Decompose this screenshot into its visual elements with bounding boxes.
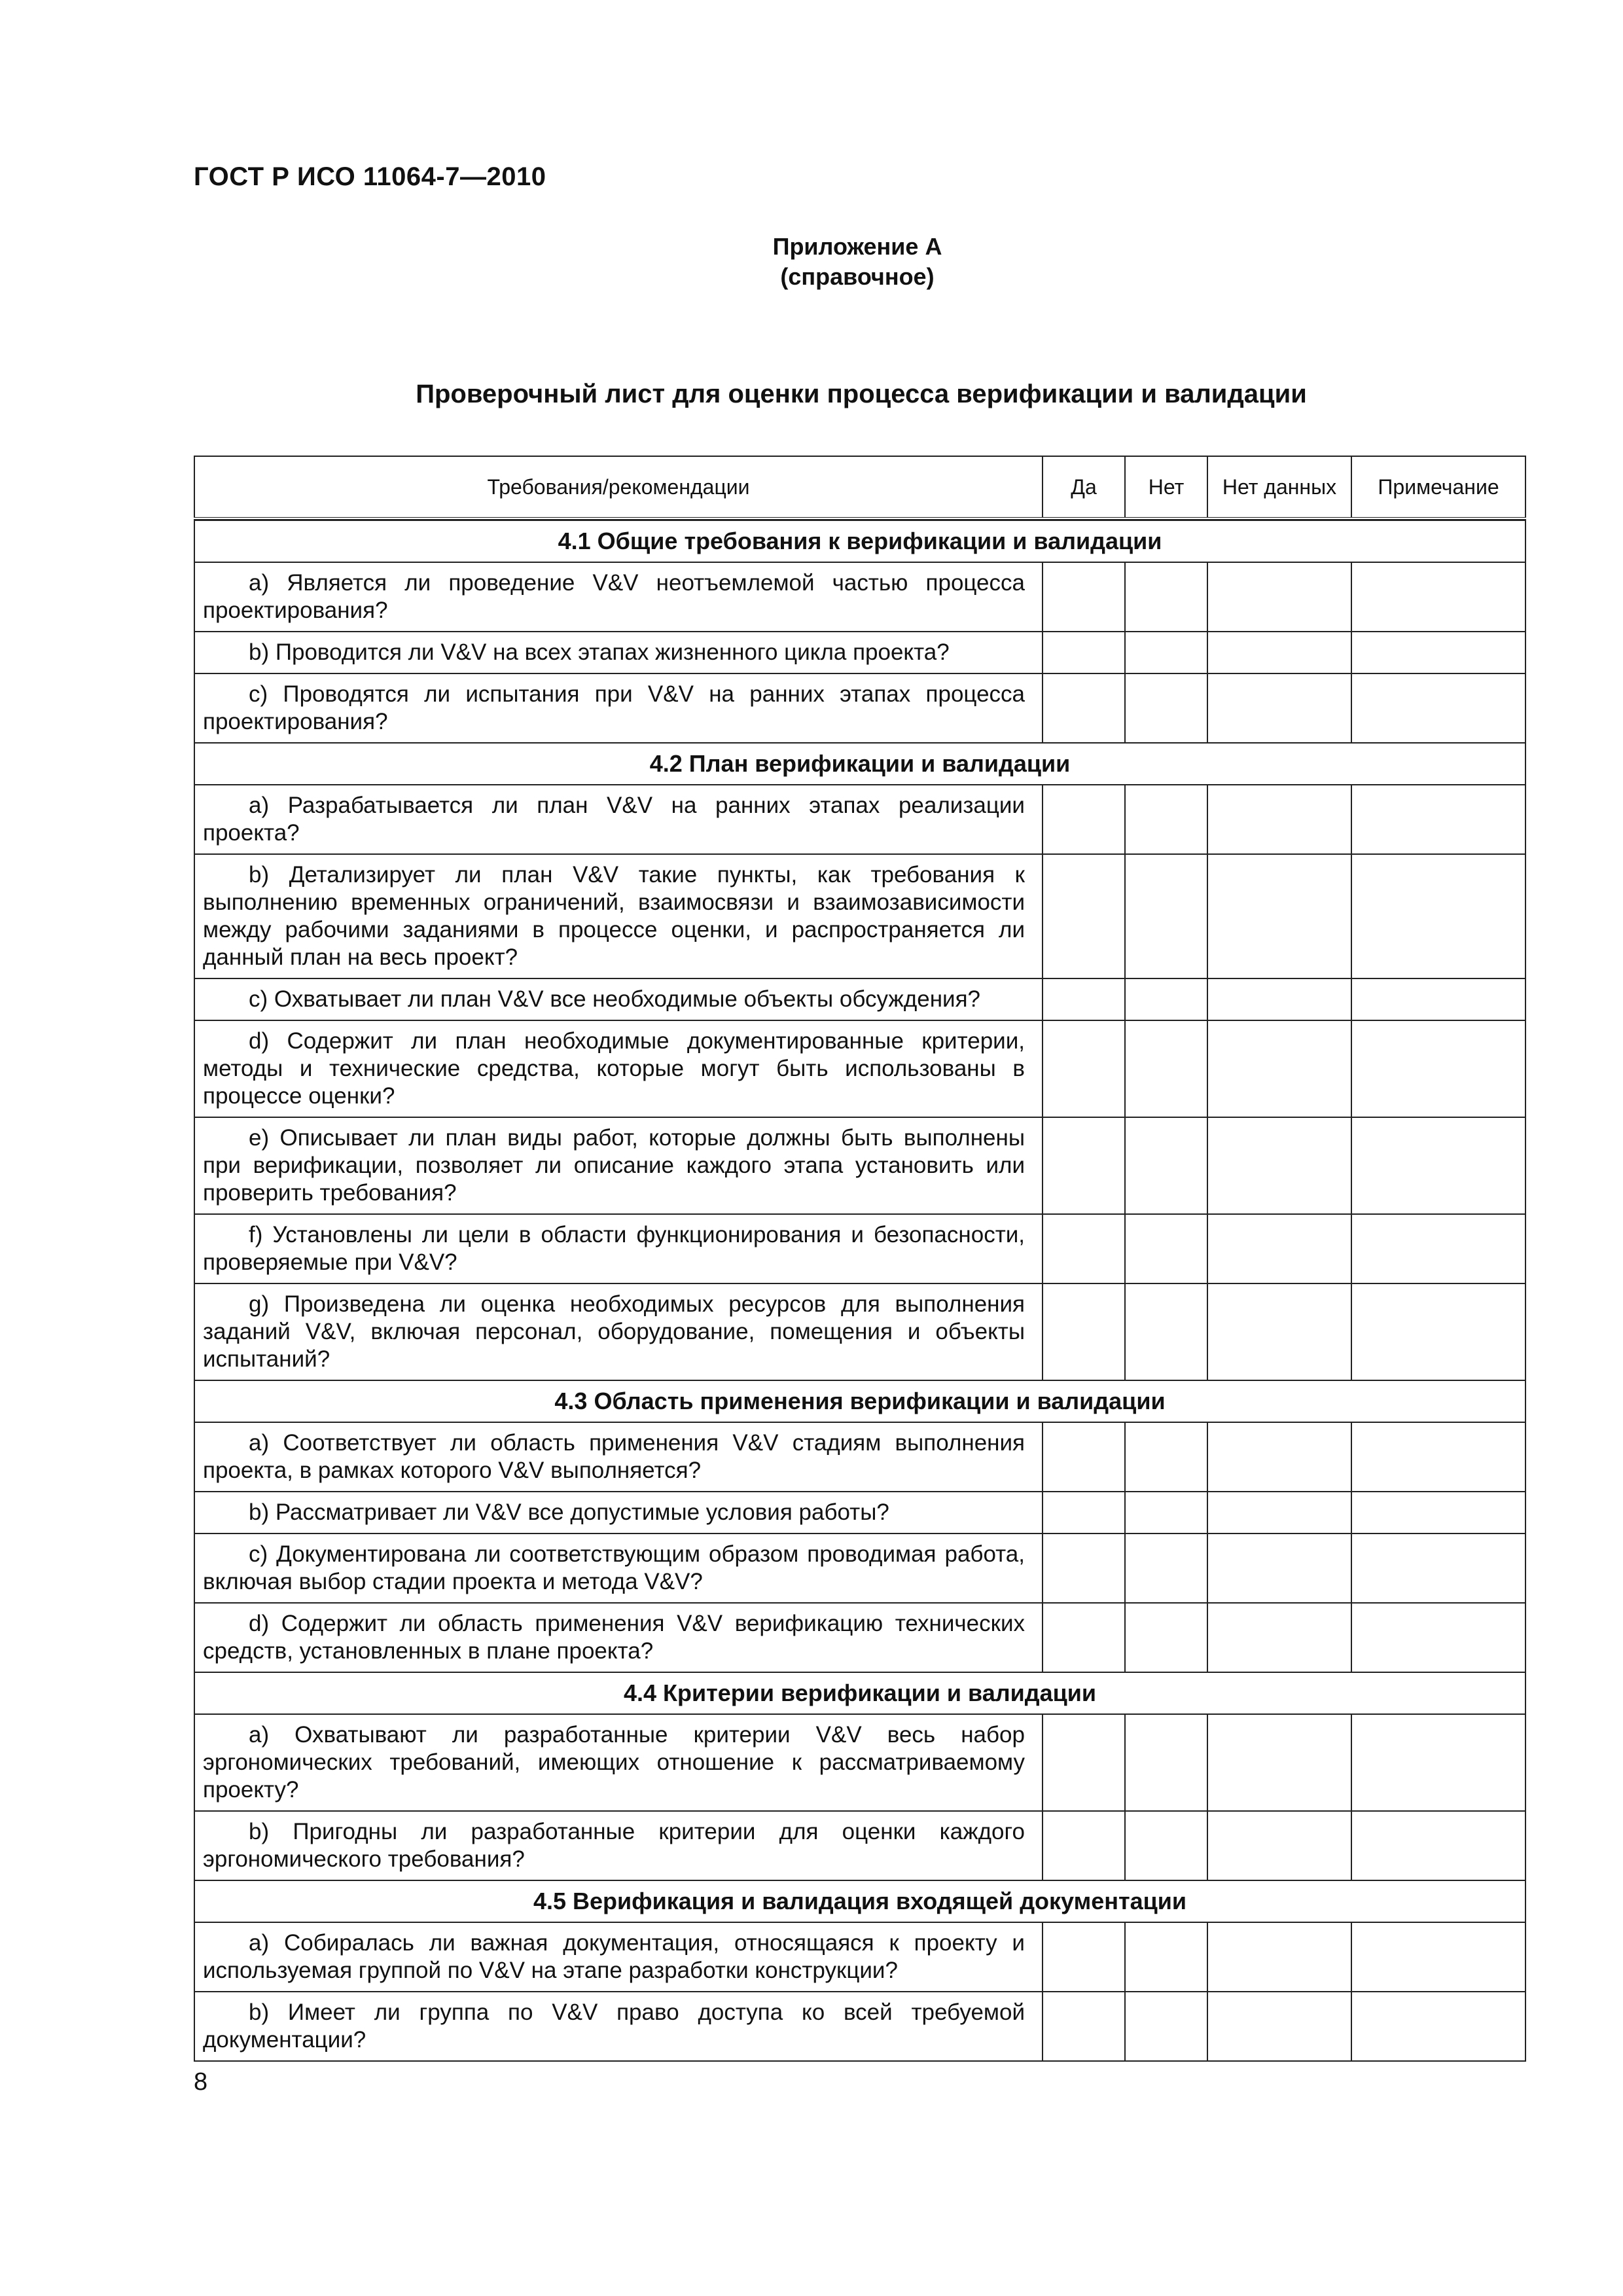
document-code: ГОСТ Р ИСО 11064-7—2010 xyxy=(194,162,546,191)
yes-cell[interactable] xyxy=(1043,1811,1125,1880)
table-row xyxy=(194,854,1525,978)
requirement-text: b) Детализирует ли план V&V такие пункты, как требования к выполнению временных ограничений, взаимосвязи и взаимозависимости между рабочими заданиями в процессе оценки, и распространяется ли данный план на весь проект? xyxy=(203,862,1025,970)
requirement-text: b) Проводится ли V&V на всех этапах жизненного цикла проекта? xyxy=(249,639,950,665)
no-cell[interactable] xyxy=(1125,1283,1207,1380)
table-row xyxy=(194,1603,1525,1672)
no-cell[interactable] xyxy=(1125,1992,1207,2061)
no-data-cell[interactable] xyxy=(1207,1811,1351,1880)
requirement-text: f) Установлены ли цели в области функционирования и безопасности, проверяемые при V&V? xyxy=(203,1222,1025,1275)
requirement-cell xyxy=(194,1117,1043,1214)
no-cell[interactable] xyxy=(1125,1603,1207,1672)
section-title: 4.1 Общие требования к верификации и валидации xyxy=(194,520,1525,562)
requirement-cell xyxy=(194,673,1043,743)
yes-cell[interactable] xyxy=(1043,1214,1125,1283)
table-row xyxy=(194,1020,1525,1117)
requirement-cell xyxy=(194,1492,1043,1534)
section-title: 4.5 Верификация и валидация входящей документации xyxy=(194,1880,1525,1922)
requirement-cell xyxy=(194,562,1043,632)
no-data-cell[interactable] xyxy=(1207,785,1351,854)
yes-cell[interactable] xyxy=(1043,1117,1125,1214)
requirement-cell xyxy=(194,785,1043,854)
page-number: 8 xyxy=(194,2068,208,2096)
section-row xyxy=(194,743,1525,785)
yes-cell[interactable] xyxy=(1043,1422,1125,1492)
no-data-cell[interactable] xyxy=(1207,673,1351,743)
column-header-requirements: Требования/рекомендации xyxy=(194,456,1043,518)
no-data-cell[interactable] xyxy=(1207,1214,1351,1283)
section-row xyxy=(194,1672,1525,1714)
requirement-text: d) Содержит ли план необходимые документированные критерии, методы и технические средства, которые могут быть использованы в процессе оценки? xyxy=(203,1028,1025,1109)
yes-cell[interactable] xyxy=(1043,1283,1125,1380)
requirement-text: b) Рассматривает ли V&V все допустимые условия работы? xyxy=(249,1499,889,1525)
requirement-text: b) Пригодны ли разработанные критерии для оценки каждого эргономического требования? xyxy=(203,1819,1025,1872)
column-header-no-data: Нет данных xyxy=(1207,456,1351,518)
note-cell[interactable] xyxy=(1351,1117,1525,1214)
requirement-cell xyxy=(194,1534,1043,1603)
section-row xyxy=(194,520,1525,562)
yes-cell[interactable] xyxy=(1043,785,1125,854)
yes-cell[interactable] xyxy=(1043,854,1125,978)
requirement-cell xyxy=(194,1283,1043,1380)
no-cell[interactable] xyxy=(1125,673,1207,743)
requirement-text: a) Собиралась ли важная документация, относящаяся к проекту и используемая группой по V&V на этапе разработки конструкции? xyxy=(203,1930,1025,1983)
yes-cell[interactable] xyxy=(1043,978,1125,1020)
requirement-text: a) Является ли проведение V&V неотъемлемой частью процесса проектирования? xyxy=(203,570,1025,623)
no-data-cell[interactable] xyxy=(1207,632,1351,673)
no-cell[interactable] xyxy=(1125,1422,1207,1492)
table-row xyxy=(194,1922,1525,1992)
no-cell[interactable] xyxy=(1125,562,1207,632)
requirement-cell xyxy=(194,978,1043,1020)
checklist-body xyxy=(194,518,1525,2061)
table-row xyxy=(194,1492,1525,1534)
note-cell[interactable] xyxy=(1351,785,1525,854)
no-cell[interactable] xyxy=(1125,1492,1207,1534)
requirement-text: c) Охватывает ли план V&V все необходимые объекты обсуждения? xyxy=(249,986,981,1012)
no-cell[interactable] xyxy=(1125,1811,1207,1880)
requirement-cell xyxy=(194,1811,1043,1880)
no-data-cell[interactable] xyxy=(1207,978,1351,1020)
column-header-note: Примечание xyxy=(1351,456,1525,518)
yes-cell[interactable] xyxy=(1043,1603,1125,1672)
note-cell[interactable] xyxy=(1351,978,1525,1020)
no-data-cell[interactable] xyxy=(1207,854,1351,978)
requirement-cell xyxy=(194,1922,1043,1992)
no-data-cell[interactable] xyxy=(1207,1714,1351,1811)
no-data-cell[interactable] xyxy=(1207,1117,1351,1214)
column-header-yes: Да xyxy=(1043,456,1125,518)
requirement-text: b) Имеет ли группа по V&V право доступа ко всей требуемой документации? xyxy=(203,2000,1025,2053)
requirement-cell xyxy=(194,632,1043,673)
note-cell[interactable] xyxy=(1351,1492,1525,1534)
requirement-cell xyxy=(194,1214,1043,1283)
table-row xyxy=(194,1214,1525,1283)
note-cell[interactable] xyxy=(1351,1283,1525,1380)
table-row xyxy=(194,785,1525,854)
no-cell[interactable] xyxy=(1125,1117,1207,1214)
yes-cell[interactable] xyxy=(1043,1992,1125,2061)
no-data-cell[interactable] xyxy=(1207,1422,1351,1492)
requirement-cell xyxy=(194,1603,1043,1672)
section-title: 4.2 План верификации и валидации xyxy=(194,743,1525,785)
requirement-text: d) Содержит ли область применения V&V верификацию технических средств, установленных в плане проекта? xyxy=(203,1611,1025,1664)
yes-cell[interactable] xyxy=(1043,562,1125,632)
note-cell[interactable] xyxy=(1351,1603,1525,1672)
section-row xyxy=(194,1880,1525,1922)
checklist-title: Проверочный лист для оценки процесса верификации и валидации xyxy=(416,380,1307,408)
table-row xyxy=(194,1117,1525,1214)
table-row xyxy=(194,1811,1525,1880)
note-cell[interactable] xyxy=(1351,854,1525,978)
requirement-cell xyxy=(194,1714,1043,1811)
no-cell[interactable] xyxy=(1125,1714,1207,1811)
requirement-text: c) Документирована ли соответствующим образом проводимая работа, включая выбор стадии проекта и метода V&V? xyxy=(203,1541,1025,1594)
note-cell[interactable] xyxy=(1351,1811,1525,1880)
table-row xyxy=(194,562,1525,632)
requirement-text: a) Разрабатывается ли план V&V на ранних этапах реализации проекта? xyxy=(203,793,1025,846)
no-data-cell[interactable] xyxy=(1207,1603,1351,1672)
note-cell[interactable] xyxy=(1351,1020,1525,1117)
no-data-cell[interactable] xyxy=(1207,1534,1351,1603)
table-row xyxy=(194,1422,1525,1492)
note-cell[interactable] xyxy=(1351,1214,1525,1283)
requirement-text: c) Проводятся ли испытания при V&V на ранних этапах процесса проектирования? xyxy=(203,681,1025,734)
requirement-text: a) Соответствует ли область применения V&V стадиям выполнения проекта, в рамках которого V&V выполняется? xyxy=(203,1430,1025,1483)
no-cell[interactable] xyxy=(1125,1020,1207,1117)
table-row xyxy=(194,978,1525,1020)
note-cell[interactable] xyxy=(1351,1714,1525,1811)
table-row xyxy=(194,632,1525,673)
checklist-table xyxy=(194,456,1526,2062)
no-cell[interactable] xyxy=(1125,1922,1207,1992)
yes-cell[interactable] xyxy=(1043,1714,1125,1811)
requirement-text: a) Охватывают ли разработанные критерии V&V весь набор эргономических требований, имеющих отношение к рассматриваемому проекту? xyxy=(203,1722,1025,1803)
requirement-cell xyxy=(194,1020,1043,1117)
column-header-no: Нет xyxy=(1125,456,1207,518)
section-title: 4.3 Область применения верификации и валидации xyxy=(194,1380,1525,1422)
requirement-text: g) Произведена ли оценка необходимых ресурсов для выполнения заданий V&V, включая персонал, оборудование, помещения и объекты испытаний? xyxy=(203,1291,1025,1372)
yes-cell[interactable] xyxy=(1043,673,1125,743)
requirement-cell xyxy=(194,854,1043,978)
yes-cell[interactable] xyxy=(1043,1020,1125,1117)
requirement-cell xyxy=(194,1422,1043,1492)
requirement-text: e) Описывает ли план виды работ, которые должны быть выполнены при верификации, позволяет ли описание каждого этапа установить или проверить требования? xyxy=(203,1125,1025,1206)
note-cell[interactable] xyxy=(1351,673,1525,743)
yes-cell[interactable] xyxy=(1043,1922,1125,1992)
table-row xyxy=(194,1283,1525,1380)
no-data-cell[interactable] xyxy=(1207,1283,1351,1380)
no-data-cell[interactable] xyxy=(1207,1020,1351,1117)
no-data-cell[interactable] xyxy=(1207,562,1351,632)
requirement-cell xyxy=(194,1992,1043,2061)
yes-cell[interactable] xyxy=(1043,1534,1125,1603)
section-row xyxy=(194,1380,1525,1422)
table-row xyxy=(194,1714,1525,1811)
yes-cell[interactable] xyxy=(1043,1492,1125,1534)
note-cell[interactable] xyxy=(1351,562,1525,632)
note-cell[interactable] xyxy=(1351,632,1525,673)
note-cell[interactable] xyxy=(1351,1534,1525,1603)
note-cell[interactable] xyxy=(1351,1422,1525,1492)
no-cell[interactable] xyxy=(1125,1214,1207,1283)
table-header-row xyxy=(194,456,1525,518)
note-cell[interactable] xyxy=(1351,1922,1525,1992)
table-row xyxy=(194,1534,1525,1603)
annex-type: (справочное) xyxy=(780,263,935,290)
table-row xyxy=(194,673,1525,743)
no-cell[interactable] xyxy=(1125,632,1207,673)
yes-cell[interactable] xyxy=(1043,632,1125,673)
no-data-cell[interactable] xyxy=(1207,1992,1351,2061)
annex-title: Приложение А xyxy=(772,233,942,260)
section-title: 4.4 Критерии верификации и валидации xyxy=(194,1672,1525,1714)
no-cell[interactable] xyxy=(1125,978,1207,1020)
no-cell[interactable] xyxy=(1125,785,1207,854)
no-cell[interactable] xyxy=(1125,854,1207,978)
no-cell[interactable] xyxy=(1125,1534,1207,1603)
note-cell[interactable] xyxy=(1351,1992,1525,2061)
no-data-cell[interactable] xyxy=(1207,1492,1351,1534)
table-row xyxy=(194,1992,1525,2061)
no-data-cell[interactable] xyxy=(1207,1922,1351,1992)
